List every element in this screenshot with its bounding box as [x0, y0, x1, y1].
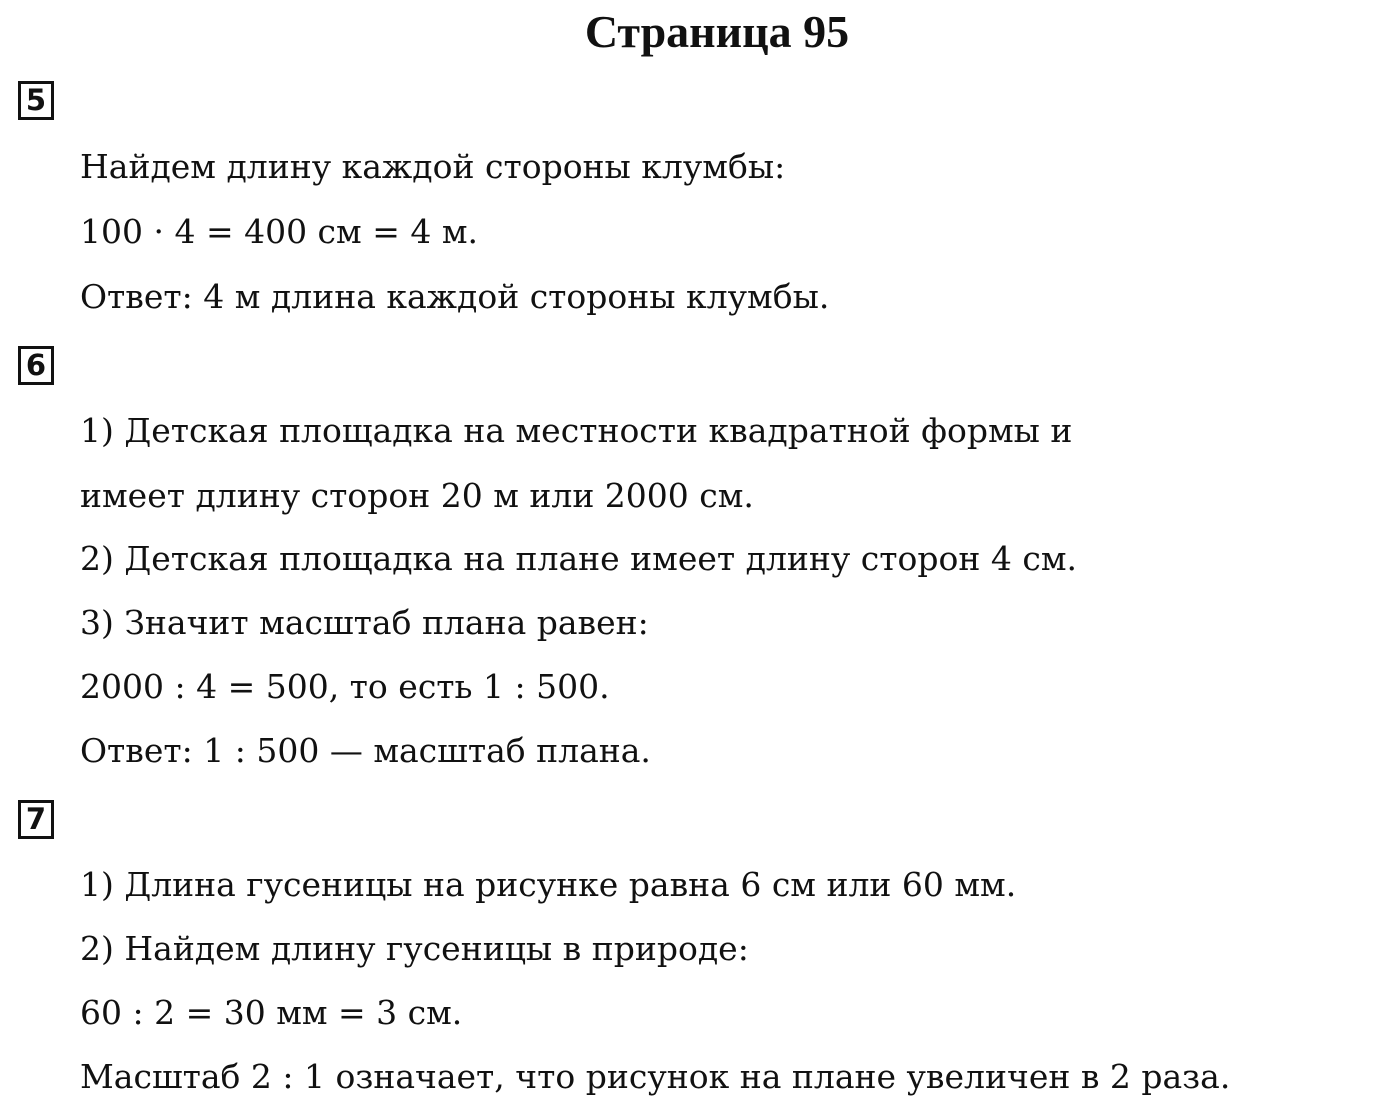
- task-6-line-6: Ответ: 1 : 500 — масштаб плана.: [80, 731, 651, 770]
- task-5-line-2: 100 · 4 = 400 см = 4 м.: [80, 212, 478, 251]
- task-7-line-4: Масштаб 2 : 1 означает, что рисунок на плане увеличен в 2 раза.: [80, 1057, 1231, 1096]
- task-5-line-1: Найдем длину каждой стороны клумбы:: [80, 147, 786, 186]
- task-6-line-5: 2000 : 4 = 500, то есть 1 : 500.: [80, 667, 610, 706]
- task-6-line-4: 3) Значит масштаб плана равен:: [80, 603, 649, 642]
- task-6-line-1: 1) Детская площадка на местности квадратной формы и: [80, 411, 1073, 450]
- task-number-6: 6: [18, 346, 54, 385]
- task-7-line-2: 2) Найдем длину гусеницы в природе:: [80, 929, 749, 968]
- task-6-line-3: 2) Детская площадка на плане имеет длину сторон 4 см.: [80, 539, 1078, 578]
- page-title: Страница 95: [584, 6, 850, 57]
- task-5-line-3: Ответ: 4 м длина каждой стороны клумбы.: [80, 277, 830, 316]
- task-7-line-3: 60 : 2 = 30 мм = 3 см.: [80, 993, 463, 1032]
- task-7-line-1: 1) Длина гусеницы на рисунке равна 6 см или 60 мм.: [80, 865, 1017, 904]
- task-number-5: 5: [18, 81, 54, 120]
- task-number-7: 7: [18, 800, 54, 839]
- task-6-line-2: имеет длину сторон 20 м или 2000 см.: [80, 476, 754, 515]
